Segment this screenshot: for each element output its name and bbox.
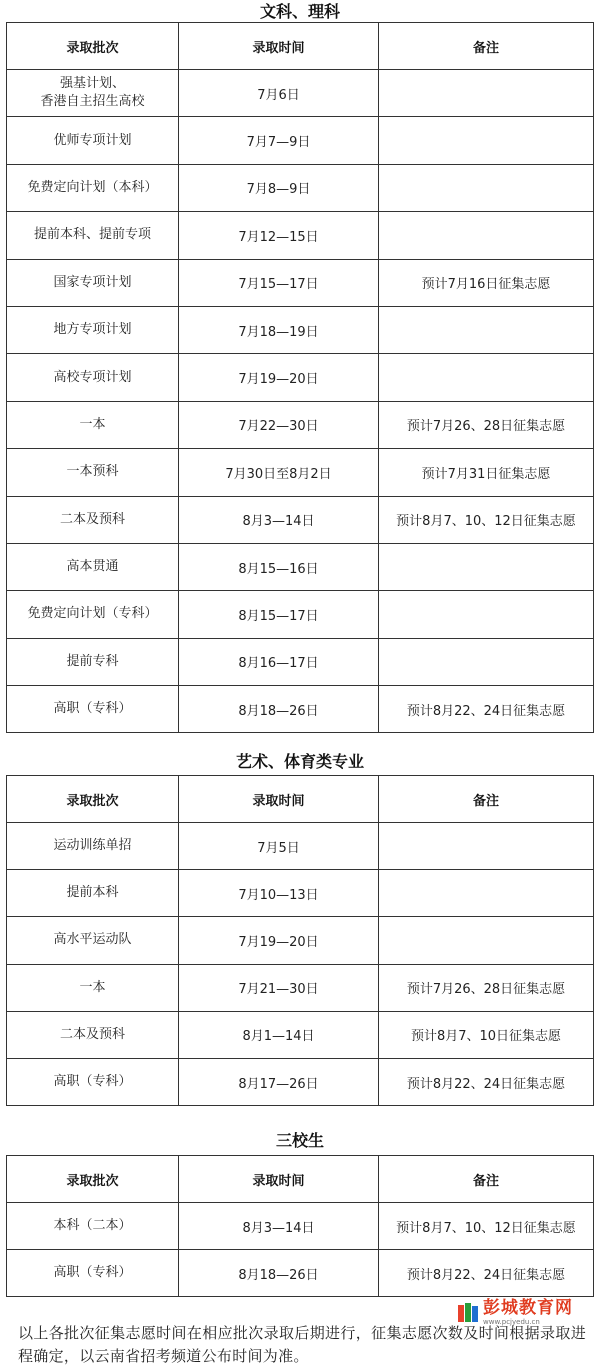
cell-batch: 二本及预科 bbox=[7, 496, 179, 543]
cell-note bbox=[379, 543, 594, 590]
cell-note bbox=[379, 591, 594, 638]
table-row bbox=[7, 1058, 594, 1105]
cell-time: 8月15—16日 bbox=[179, 543, 379, 590]
cell-time: 7月19—20日 bbox=[179, 354, 379, 401]
table-row bbox=[7, 1250, 594, 1297]
cell-time: 8月3—14日 bbox=[179, 1203, 379, 1250]
table-row bbox=[7, 543, 594, 590]
cell-time: 7月30日至8月2日 bbox=[179, 449, 379, 496]
cell-note: 预计8月22、24日征集志愿 bbox=[379, 1250, 594, 1297]
header-batch: 录取批次 bbox=[7, 1156, 179, 1203]
table-row bbox=[7, 401, 594, 448]
table-row bbox=[7, 306, 594, 353]
footer-note: 以上各批次征集志愿时间在相应批次录取后期进行，征集志愿次数及时间根据录取进程确定，以云南省招考频道公布时间为准。 bbox=[18, 1324, 586, 1365]
cell-batch: 一本预科 bbox=[7, 449, 179, 496]
cell-note: 预计8月22、24日征集志愿 bbox=[379, 1058, 594, 1105]
header-time: 录取时间 bbox=[179, 1156, 379, 1203]
cell-note bbox=[379, 117, 594, 164]
cell-batch: 一本 bbox=[7, 401, 179, 448]
cell-note bbox=[379, 164, 594, 211]
table-row bbox=[7, 686, 594, 733]
cell-batch: 免费定向计划（本科） bbox=[7, 164, 179, 211]
table-row bbox=[7, 638, 594, 685]
section-title-art-sports: 艺术、体育类专业 bbox=[235, 752, 364, 771]
cell-note: 预计8月7、10日征集志愿 bbox=[379, 1011, 594, 1058]
cell-time: 7月8—9日 bbox=[179, 164, 379, 211]
cell-note bbox=[379, 870, 594, 917]
cell-time: 7月5日 bbox=[179, 823, 379, 870]
header-batch: 录取批次 bbox=[7, 23, 179, 70]
cell-batch: 提前本科、提前专项 bbox=[7, 212, 179, 259]
cell-batch: 提前专科 bbox=[7, 638, 179, 685]
cell-note: 预计7月31日征集志愿 bbox=[379, 449, 594, 496]
cell-note: 预计7月26、28日征集志愿 bbox=[379, 401, 594, 448]
cell-time: 8月1—14日 bbox=[179, 1011, 379, 1058]
cell-batch: 高校专项计划 bbox=[7, 354, 179, 401]
cell-batch: 地方专项计划 bbox=[7, 306, 179, 353]
cell-time: 7月22—30日 bbox=[179, 401, 379, 448]
cell-note: 预计7月26、28日征集志愿 bbox=[379, 964, 594, 1011]
table-row bbox=[7, 870, 594, 917]
cell-batch: 国家专项计划 bbox=[7, 259, 179, 306]
watermark-url: www.pcjyedu.cn bbox=[483, 1318, 540, 1326]
table-row bbox=[7, 917, 594, 964]
table-row bbox=[7, 449, 594, 496]
table-row bbox=[7, 354, 594, 401]
cell-note: 预计8月7、10、12日征集志愿 bbox=[379, 1203, 594, 1250]
header-time: 录取时间 bbox=[179, 776, 379, 823]
cell-batch: 优师专项计划 bbox=[7, 117, 179, 164]
cell-time: 7月18—19日 bbox=[179, 306, 379, 353]
cell-batch: 高职（专科） bbox=[7, 1250, 179, 1297]
table-row bbox=[7, 1011, 594, 1058]
cell-time: 8月18—26日 bbox=[179, 1250, 379, 1297]
table-header-row bbox=[7, 1156, 594, 1203]
table-row bbox=[7, 964, 594, 1011]
cell-time: 7月10—13日 bbox=[179, 870, 379, 917]
cell-batch: 提前本科 bbox=[7, 870, 179, 917]
table-row bbox=[7, 117, 594, 164]
cell-note bbox=[379, 638, 594, 685]
table-row bbox=[7, 259, 594, 306]
header-time: 录取时间 bbox=[179, 23, 379, 70]
cell-time: 7月19—20日 bbox=[179, 917, 379, 964]
cell-time: 8月16—17日 bbox=[179, 638, 379, 685]
cell-time: 8月17—26日 bbox=[179, 1058, 379, 1105]
cell-batch: 一本 bbox=[7, 964, 179, 1011]
cell-note bbox=[379, 823, 594, 870]
cell-note: 预计7月16日征集志愿 bbox=[379, 259, 594, 306]
cell-time: 7月15—17日 bbox=[179, 259, 379, 306]
header-batch: 录取批次 bbox=[7, 776, 179, 823]
cell-batch: 强基计划、 香港自主招生高校 bbox=[7, 70, 179, 117]
cell-note: 预计8月22、24日征集志愿 bbox=[379, 686, 594, 733]
cell-note: 预计8月7、10、12日征集志愿 bbox=[379, 496, 594, 543]
table-header-row bbox=[7, 23, 594, 70]
header-note: 备注 bbox=[379, 776, 594, 823]
cell-time: 7月7—9日 bbox=[179, 117, 379, 164]
watermark-name: 彭城教育网 bbox=[483, 1298, 573, 1318]
cell-batch: 高本贯通 bbox=[7, 543, 179, 590]
cell-batch: 免费定向计划（专科） bbox=[7, 591, 179, 638]
cell-time: 7月21—30日 bbox=[179, 964, 379, 1011]
table-row bbox=[7, 212, 594, 259]
admission-table-sanxiao bbox=[6, 1155, 594, 1297]
cell-note bbox=[379, 212, 594, 259]
section-title-wenli: 文科、理科 bbox=[259, 2, 340, 21]
table-row bbox=[7, 496, 594, 543]
admission-table-wenli bbox=[6, 22, 594, 733]
header-note: 备注 bbox=[379, 1156, 594, 1203]
table-row bbox=[7, 591, 594, 638]
table-row bbox=[7, 1203, 594, 1250]
cell-batch: 高水平运动队 bbox=[7, 917, 179, 964]
table-row bbox=[7, 823, 594, 870]
cell-time: 7月6日 bbox=[179, 70, 379, 117]
admission-table-art-sports bbox=[6, 775, 594, 1106]
cell-time: 8月15—17日 bbox=[179, 591, 379, 638]
cell-note bbox=[379, 70, 594, 117]
cell-note bbox=[379, 917, 594, 964]
cell-time: 7月12—15日 bbox=[179, 212, 379, 259]
cell-note bbox=[379, 354, 594, 401]
cell-time: 8月18—26日 bbox=[179, 686, 379, 733]
table-row bbox=[7, 164, 594, 211]
cell-time: 8月3—14日 bbox=[179, 496, 379, 543]
section-title-sanxiao: 三校生 bbox=[275, 1131, 324, 1150]
table-row bbox=[7, 70, 594, 117]
cell-batch: 二本及预科 bbox=[7, 1011, 179, 1058]
cell-batch: 高职（专科） bbox=[7, 686, 179, 733]
cell-batch: 本科（二本） bbox=[7, 1203, 179, 1250]
table-header-row bbox=[7, 776, 594, 823]
cell-batch: 高职（专科） bbox=[7, 1058, 179, 1105]
header-note: 备注 bbox=[379, 23, 594, 70]
cell-batch: 运动训练单招 bbox=[7, 823, 179, 870]
cell-note bbox=[379, 306, 594, 353]
